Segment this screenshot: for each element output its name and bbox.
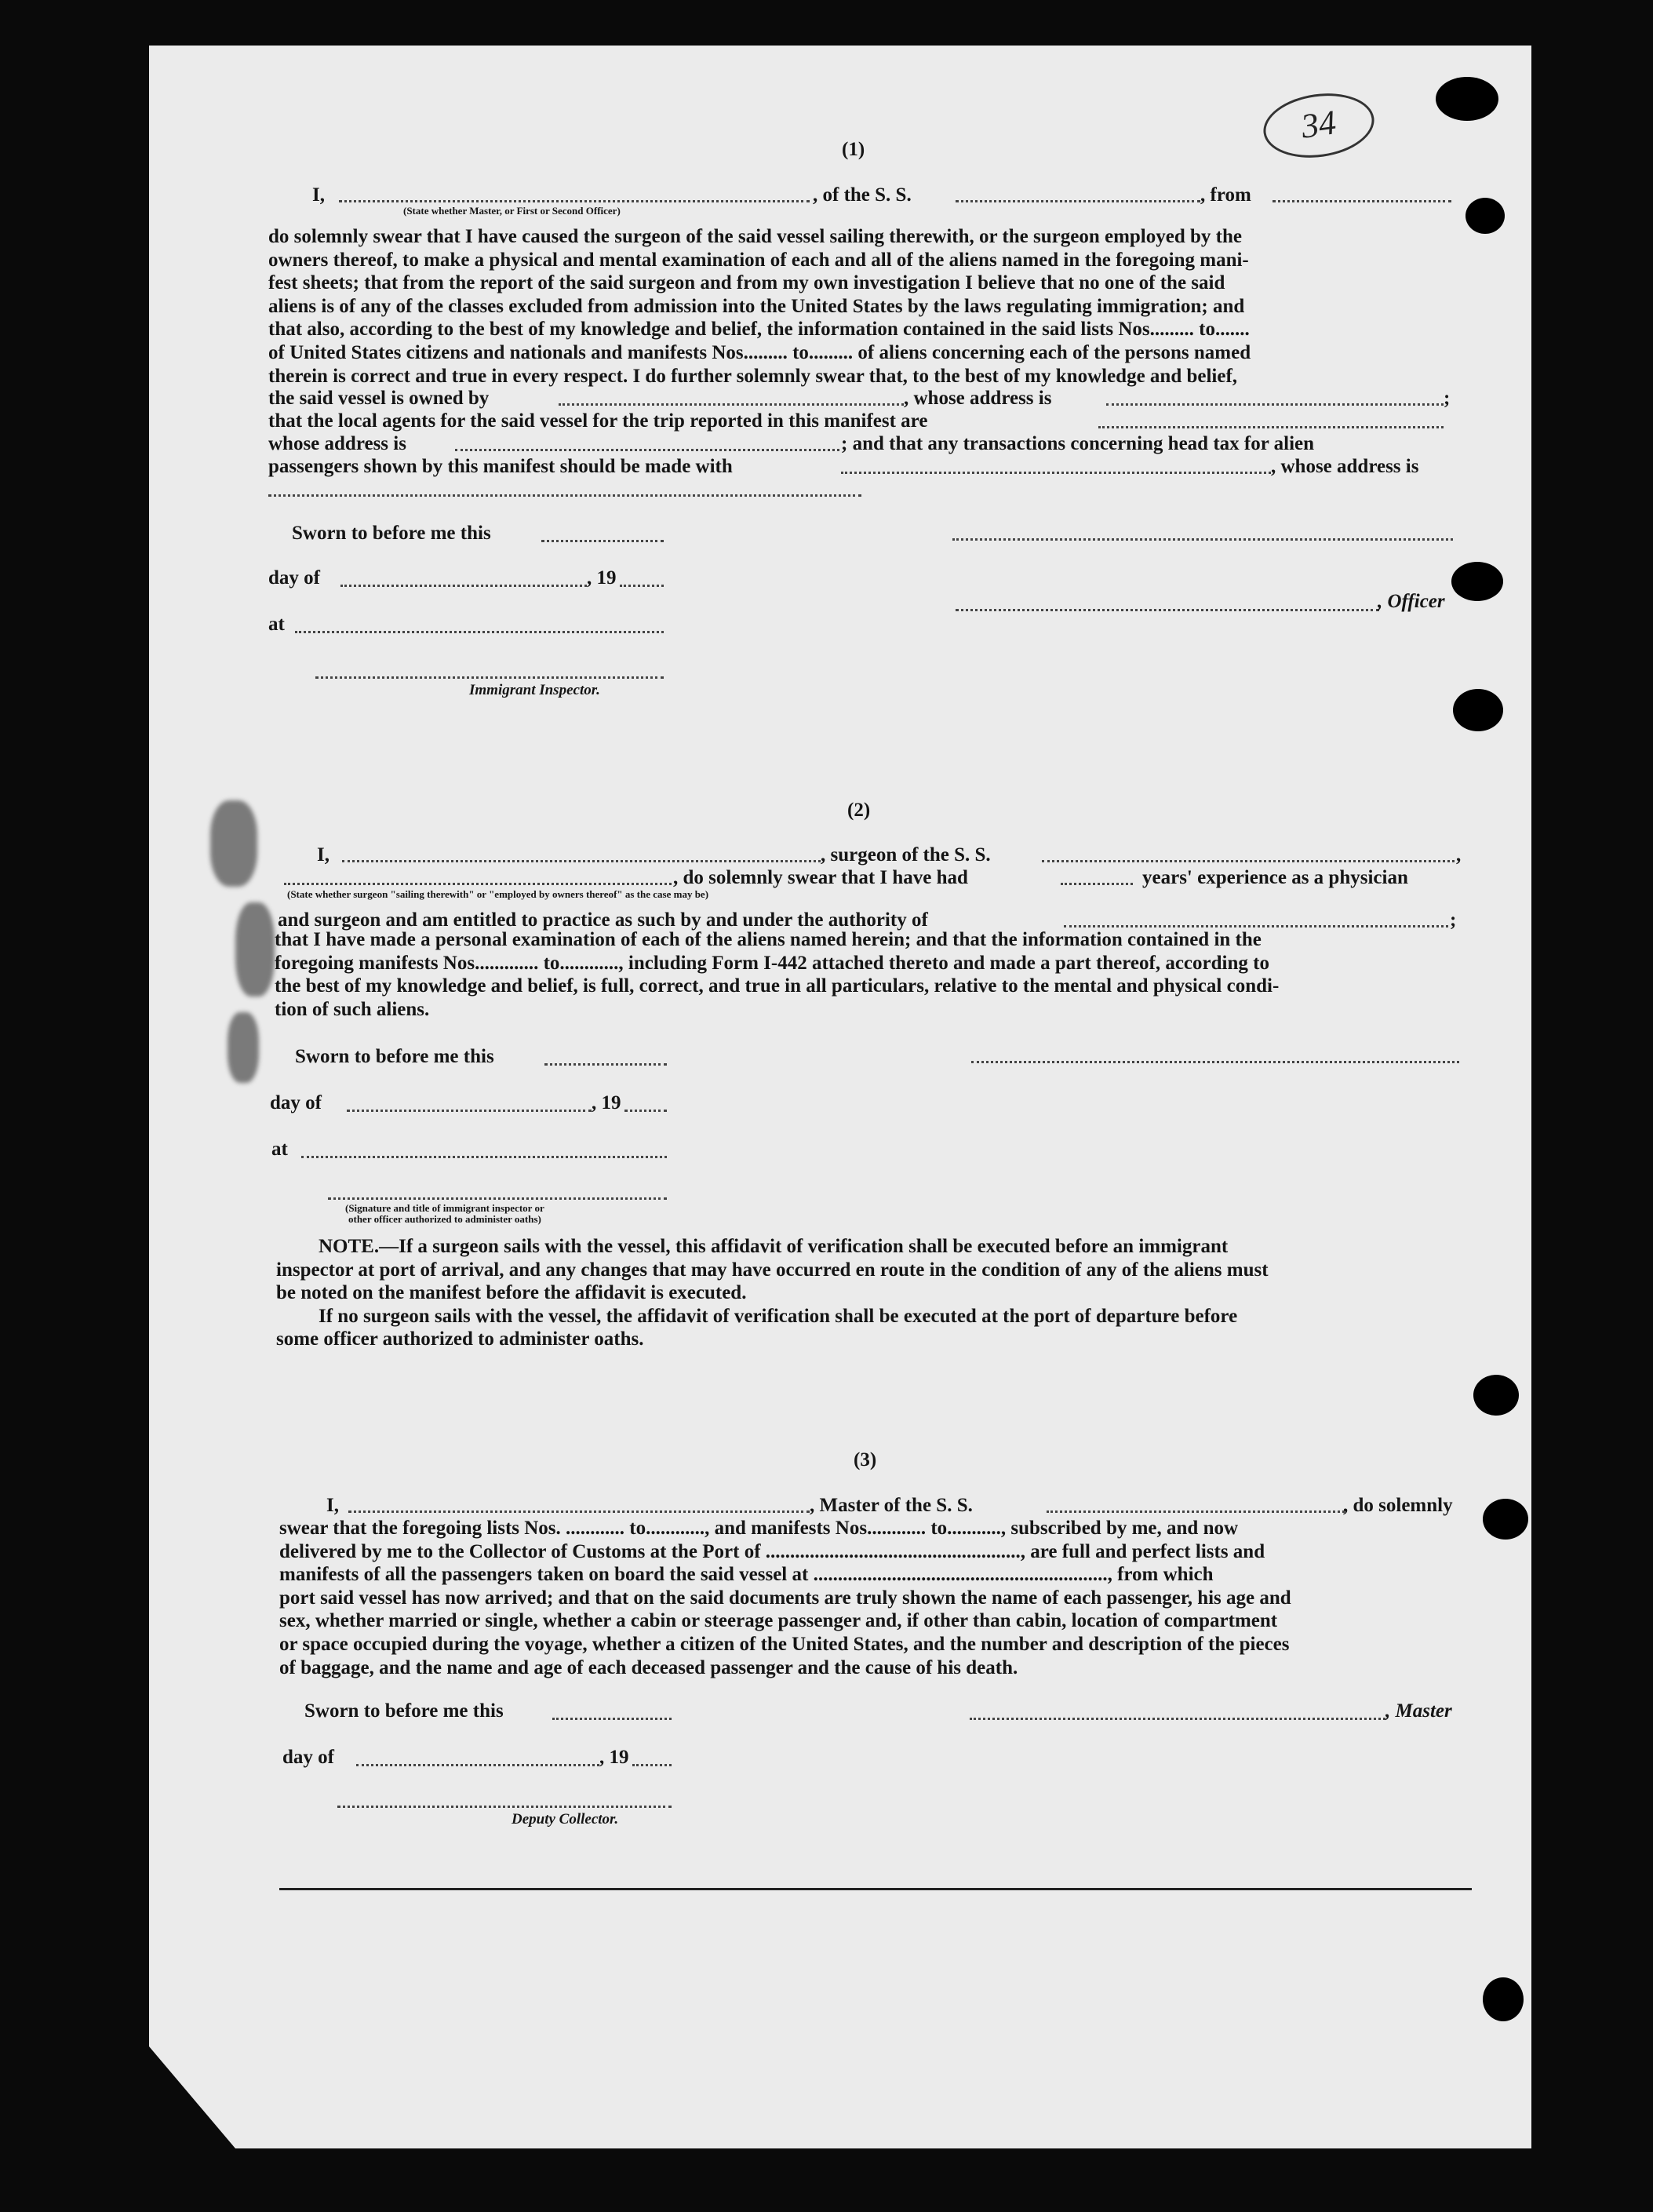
s3-deputy: Deputy Collector. [512,1811,619,1828]
binder-hole [1483,1977,1524,2021]
s3-day-of: day of [282,1747,334,1768]
s2-surgeon-of: , surgeon of the S. S. [821,844,991,865]
s2-at: at [271,1139,288,1160]
blank-officer-title [956,609,1379,611]
s2-body-line: foregoing manifests Nos............. to............, including Form I-442 attached thereto and made a part thereof, according to [275,952,1269,974]
s2-sworn: Sworn to before me this [295,1046,494,1067]
blank-s2-year [624,1110,667,1112]
ink-smudge [210,800,257,887]
s2-note-line: be noted on the manifest before the affidavit is executed. [276,1282,747,1304]
s1-body-line: owners thereof, to make a physical and mental examination of each and all of the aliens named in the foregoing mani- [268,249,1249,271]
blank-officer-signature [952,538,1453,541]
blank-at [295,631,664,633]
s1-whose-address-2: whose address is [268,433,406,454]
s2-note-line: NOTE.—If a surgeon sails with the vessel, this affidavit of verification shall be executed before an immigrant [319,1236,1229,1257]
section-2-heading: (2) [847,800,871,821]
s1-body-line: that also, according to the best of my knowledge and belief, the information contained in the said lists Nos......... to....... [268,319,1250,341]
s1-body [268,225,1453,388]
s1-owned-by: the said vessel is owned by [268,388,490,409]
blank-head-tax-party [841,472,1271,474]
s2-solemnly: , do solemnly swear that I have had [673,867,968,888]
s1-line1-mid: , of the S. S. [813,184,912,206]
s1-year: , 19 [587,567,617,589]
s2-year: , 19 [592,1092,621,1113]
s2-note-line: some officer authorized to administer oaths. [276,1328,644,1350]
s2-years: years' experience as a physician [1142,867,1408,888]
s1-body-line: of United States citizens and nationals and manifests Nos......... to......... of aliens concerning each of the persons named [268,341,1251,363]
blank-s2-inspector-signature [328,1197,667,1200]
blank-s3-sworn-date [552,1718,672,1720]
s2-body [275,928,1462,1021]
blank-year [620,585,664,587]
s2-comma: , [1456,844,1462,865]
s3-master-of: , Master of the S. S. [810,1495,973,1516]
s3-body-line: delivered by me to the Collector of Customs at the Port of ...................................................., are full and perfect lists and [279,1540,1265,1562]
s3-body-line: of baggage, and the name and age of each deceased passenger and the cause of his death. [279,1656,1018,1678]
bottom-rule [279,1888,1472,1890]
s3-year: , 19 [599,1747,629,1768]
blank-s3-vessel [1047,1511,1345,1513]
s1-body-line: fest sheets; that from the report of the said surgeon and from my own investigation I believe that no one of the said [268,272,1225,294]
ink-smudge [228,1012,259,1083]
s2-sig-note-1: (Signature and title of immigrant inspector or [345,1202,544,1214]
blank-s2-day [347,1110,592,1112]
s1-at: at [268,614,285,635]
s2-note: (State whether surgeon "sailing therewith" or "employed by owners thereof" as the case may be) [287,888,709,900]
s2-note-line: inspector at port of arrival, and any changes that may have occurred en route in the condition of any of the aliens must [276,1259,1269,1281]
s2-note-block [276,1235,1464,1351]
s3-body-line: manifests of all the passengers taken on board the said vessel at ............................................................, from which [279,1564,1214,1586]
s2-line1-i: I, [317,844,330,865]
s1-semicolon: ; [1444,388,1451,409]
blank-officer-name [339,200,810,202]
blank-day [340,585,587,587]
s3-body-line: port said vessel has now arrived; and that on the said documents are truly shown the name of each passenger, his age and [279,1587,1291,1609]
s1-body-line: do solemnly swear that I have caused the surgeon of the said vessel sailing therewith, or the surgeon employed by the [268,226,1242,247]
s3-body [279,1517,1465,1679]
handwritten-page-number: 34 [1259,87,1378,165]
binder-hole [1473,1375,1519,1416]
blank-master-name [348,1511,810,1513]
blank-sworn-date [541,540,664,542]
s3-body-line: swear that the foregoing lists Nos. ............ to............, and manifests Nos............ to..........., subscribed by me, and now [279,1518,1239,1539]
blank-agents-address [455,449,839,451]
binder-hole [1465,198,1505,234]
section-3-heading: (3) [854,1449,877,1470]
s1-officer: , Officer [1378,591,1445,612]
s3-sworn: Sworn to before me this [304,1700,504,1722]
s2-body-line: that I have made a personal examination of each of the aliens named herein; and that the information contained in the [275,929,1262,950]
blank-inspector-signature [315,676,664,679]
blank-deputy-signature [337,1806,672,1808]
section-1-heading: (1) [842,139,865,160]
binder-hole [1436,77,1498,121]
s1-whose-address-3: , whose address is [1271,456,1419,477]
s2-semicolon: ; [1450,909,1457,931]
s1-head-tax: ; and that any transactions concerning head tax for alien [841,433,1315,454]
ink-smudge [235,902,275,997]
blank-s2-at [301,1156,667,1158]
s1-inspector: Immigrant Inspector. [469,682,600,698]
s2-body-line: the best of my knowledge and belief, is full, correct, and true in all particulars, relative to the mental and physical condi- [275,975,1280,997]
s3-solemnly: , do solemnly [1343,1495,1453,1516]
s2-body-line: tion of such aliens. [275,998,430,1020]
blank-s2-sworn-date [544,1063,667,1066]
blank-s3-day [356,1764,599,1766]
blank-surgeon-name [342,860,821,862]
blank-years [1061,883,1133,885]
blank-vessel [956,200,1200,202]
s1-line1-note: (State whether Master, or First or Second Officer) [403,205,621,217]
blank-surgeon-type [284,883,672,885]
s2-sig-note-2: other officer authorized to administer oaths) [348,1213,541,1225]
s2-day-of: day of [270,1092,322,1113]
s1-local-agents: that the local agents for the said vessel for the trip reported in this manifest are [268,410,928,432]
blank-s3-year [632,1764,672,1766]
blank-surgeon-signature [971,1061,1459,1063]
s3-master: , Master [1385,1700,1452,1722]
s2-note-line: If no surgeon sails with the vessel, the affidavit of verification shall be executed at the port of departure before [319,1305,1238,1327]
s1-whose-address: , whose address is [904,388,1052,409]
blank-owner-address [1106,403,1444,406]
blank-authority [1064,925,1448,927]
s1-passengers: passengers shown by this manifest should be made with [268,456,733,477]
s1-sworn: Sworn to before me this [292,523,491,544]
s1-line1-end: , from [1200,184,1251,206]
s1-body-line: therein is correct and true in every respect. I do further solemnly swear that, to the best of my knowledge and belief, [268,365,1238,387]
blank-master-signature [970,1718,1385,1720]
s3-body-line: sex, whether married or single, whether a cabin or steerage passenger and, if other than cabin, location of compartment [279,1610,1278,1632]
blank-s2-vessel [1042,860,1455,862]
s3-line1-i: I, [326,1495,339,1516]
binder-hole [1483,1499,1528,1540]
s2-and-surgeon: and surgeon and am entitled to practice as such by and under the authority of [278,909,928,931]
s1-line1-i: I, [312,184,325,206]
blank-from [1273,200,1451,202]
blank-owner [559,403,904,406]
binder-hole [1451,562,1503,601]
s1-body-line: aliens is of any of the classes excluded from admission into the United States by the laws regulating immigration; and [268,295,1245,317]
s1-day-of: day of [268,567,320,589]
blank-head-tax-address [268,494,861,497]
blank-agents [1098,426,1444,428]
binder-hole [1453,689,1503,731]
s3-body-line: or space occupied during the voyage, whether a citizen of the United States, and the number and description of the pieces [279,1633,1290,1655]
